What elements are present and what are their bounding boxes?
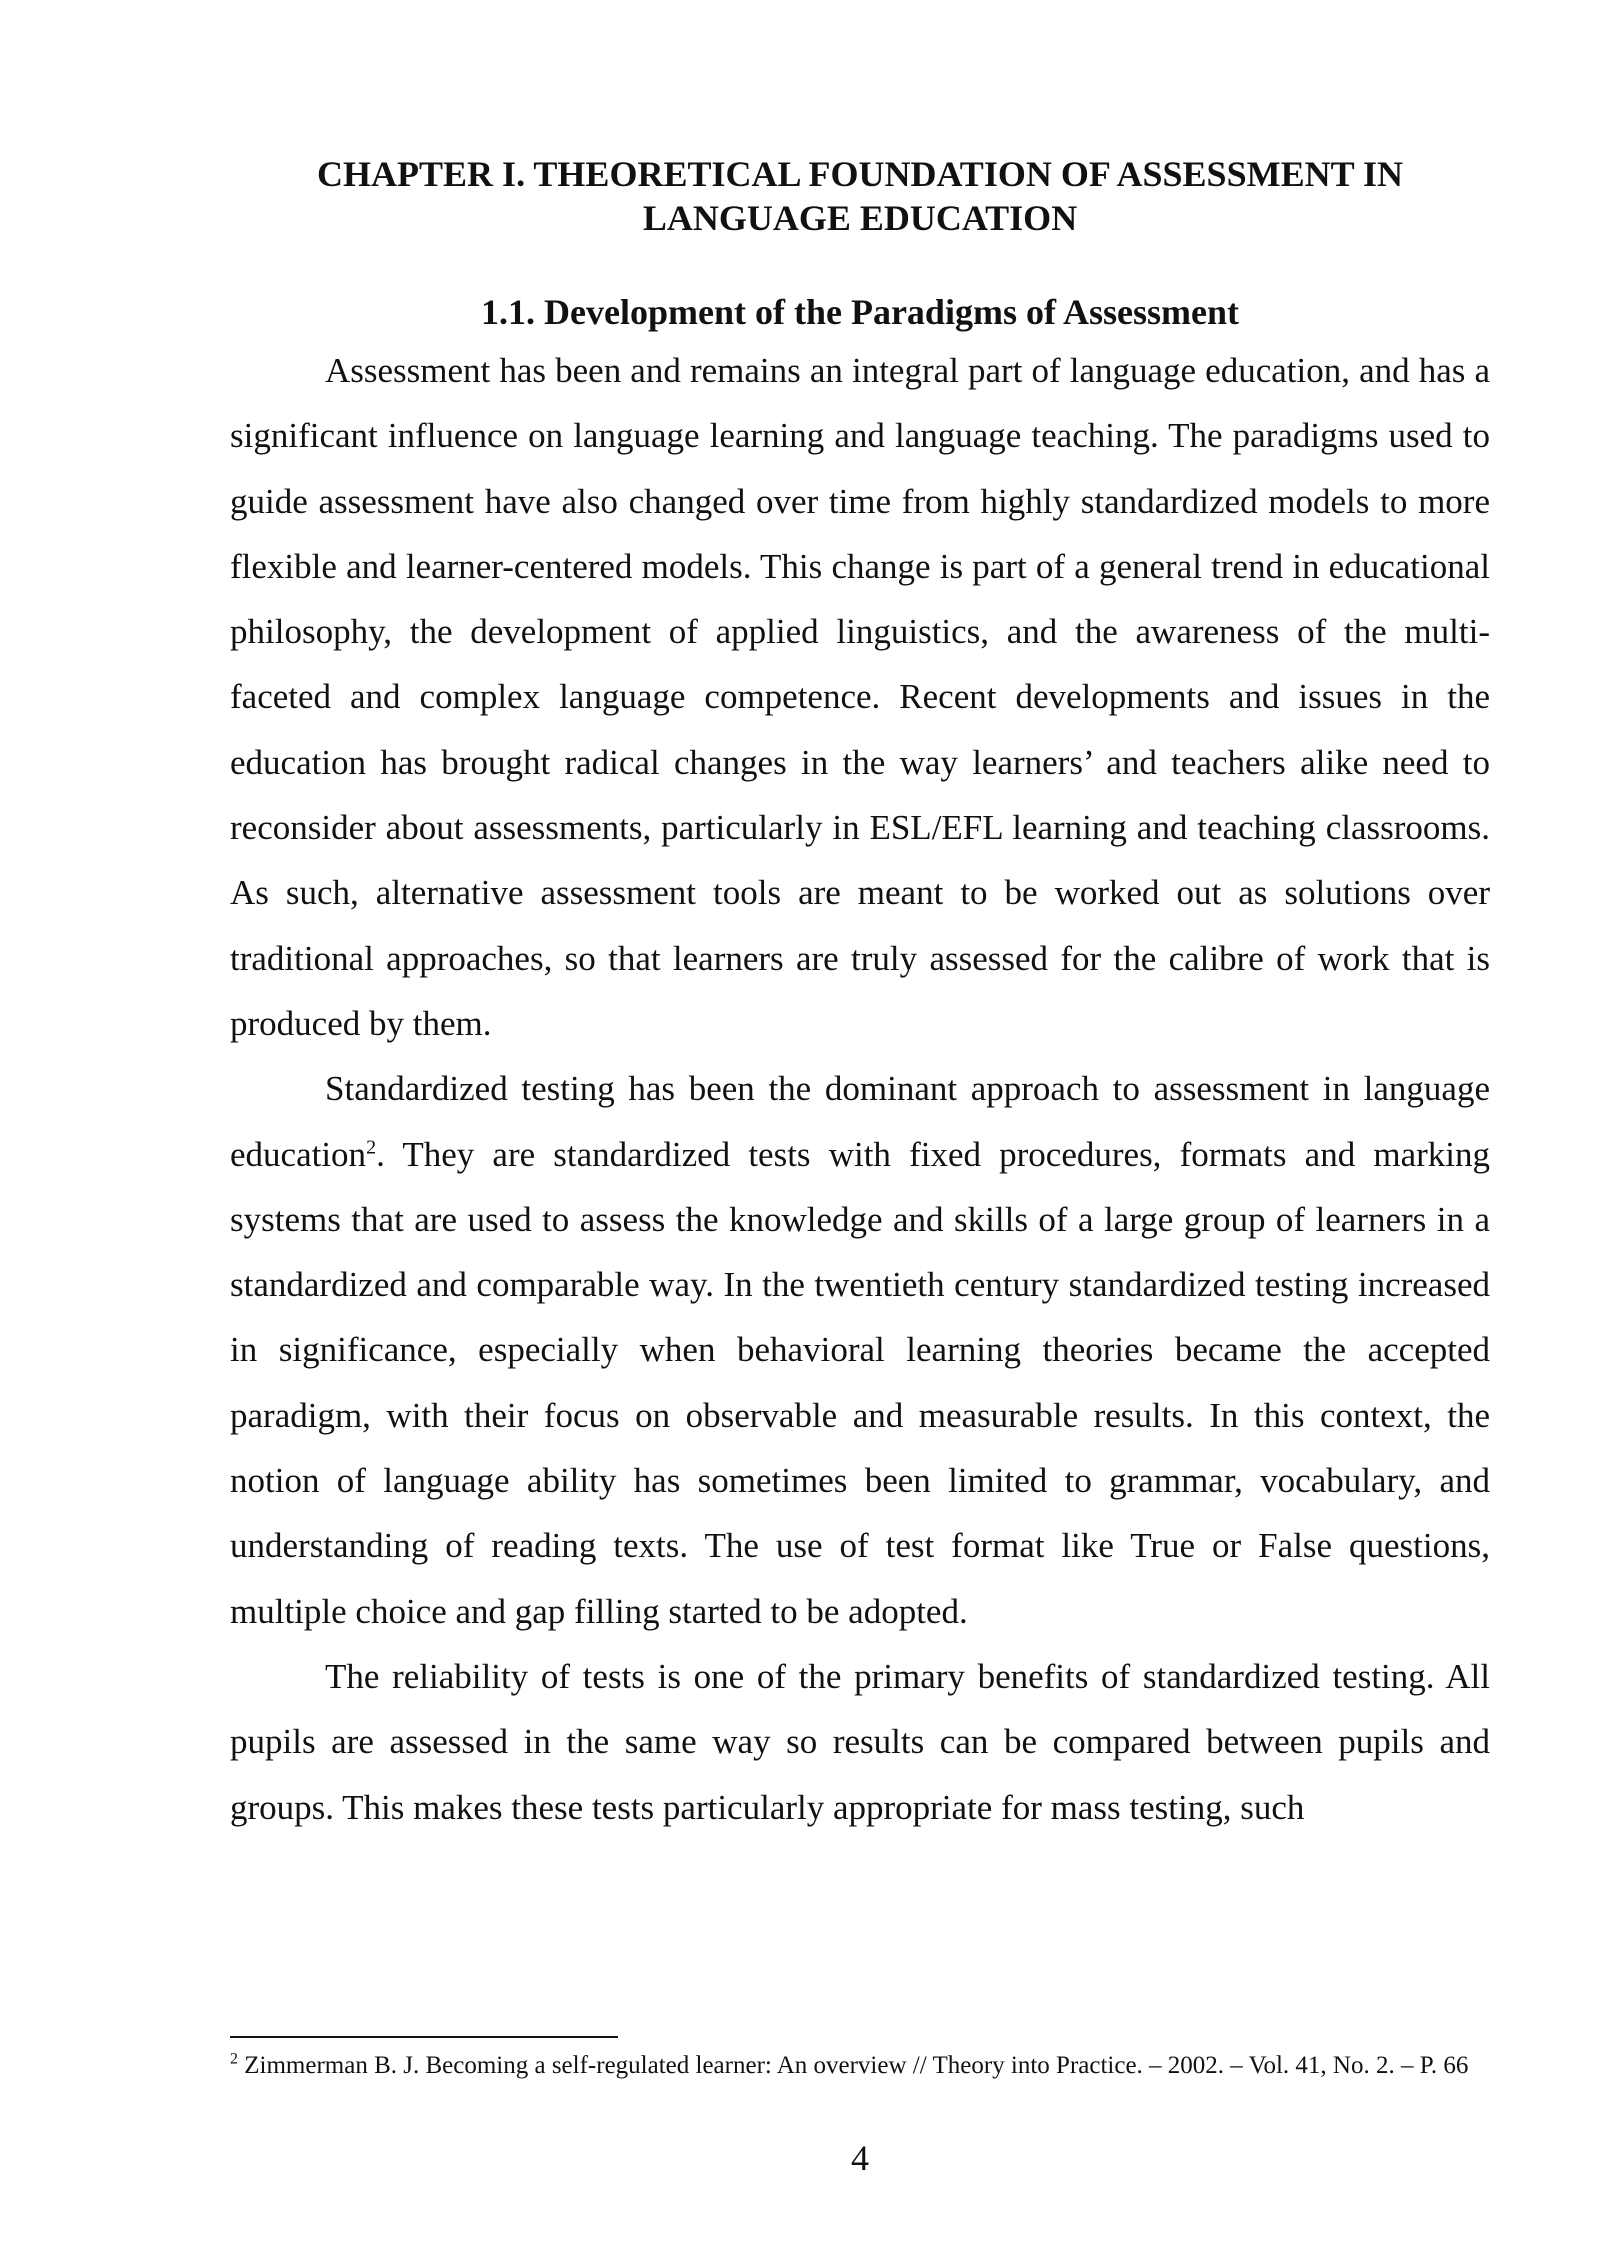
footnote-reference: 2 — [366, 1135, 377, 1158]
paragraph-2-text-start: Standardized testing has been the dominant approach to assessment in language education — [230, 1069, 1490, 1174]
paragraph-2-text-end: . They are standardized tests with fixed procedures, formats and marking systems that are used to assess the knowledge and skills of a large group of learners in a standardized and comparable way. In the twentieth century standardized testing increased in significance, especially when behavioral learning theories became the accepted paradigm, with their focus on observable and measurable results. In this context, the notion of language ability has sometimes been limited to grammar, vocabulary, and understanding of reading texts. The use of test format like True or False questions, multiple choice and gap filling started to be adopted. — [230, 1134, 1490, 1631]
body-text — [230, 338, 1490, 1840]
chapter-title-line-2: LANGUAGE EDUCATION — [642, 198, 1078, 238]
footnote — [230, 2050, 1490, 2082]
footnote-separator — [230, 2036, 618, 2038]
section-title: 1.1. Development of the Paradigms of Assessment — [481, 292, 1239, 332]
paragraph-2 — [230, 1056, 1490, 1644]
chapter-title-line-1: CHAPTER I. THEORETICAL FOUNDATION OF ASSESSMENT IN — [317, 154, 1403, 194]
paragraph-3: The reliability of tests is one of the primary benefits of standardized testing. All pupils are assessed in the same way so results can be compared between pupils and groups. This makes these tests particularly appropriate for mass testing, such — [230, 1656, 1490, 1827]
footnote-text: Zimmerman B. J. Becoming a self-regulated learner: An overview // Theory into Practice. – 2002. – Vol. 41, No. 2. – P. 66 — [238, 2052, 1469, 2079]
paragraph-1: Assessment has been and remains an integral part of language education, and has a significant influence on language learning and language teaching. The paradigms used to guide assessment have also changed over time from highly standardized models to more flexible and learner-centered models. This change is part of a general trend in educational philosophy, the development of applied linguistics, and the awareness of the multi-faceted and complex language competence. Recent developments and issues in the education has brought radical changes in the way learners’ and teachers alike need to reconsider about assessments, particularly in ESL/EFL learning and teaching classrooms. As such, alternative assessment tools are meant to be worked out as solutions over traditional approaches, so that learners are truly assessed for the calibre of work that is produced by them. — [230, 351, 1490, 1043]
page-number: 4 — [851, 2138, 869, 2178]
chapter-title — [230, 152, 1490, 240]
footnote-marker: 2 — [230, 2050, 238, 2068]
